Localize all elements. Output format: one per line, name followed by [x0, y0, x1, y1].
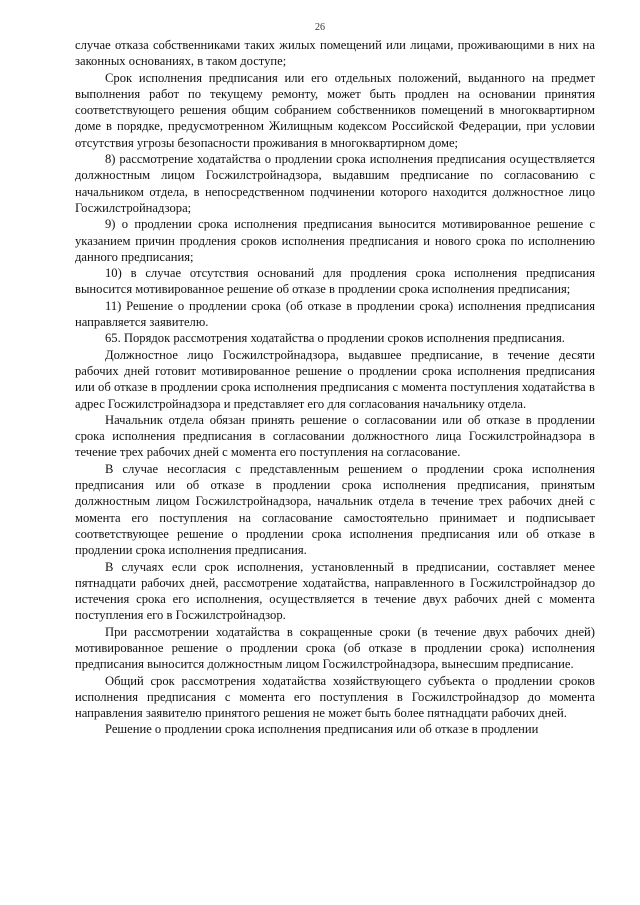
- paragraph: Должностное лицо Госжилстройнадзора, выдавшее предписание, в течение десяти рабочих дней готовит мотивированное решение о продлении срока исполнения предписания или об отказе в продлении срока исполнения предписания с момента поступления ходатайства в адрес Госжилстройнадзора и представляет его для согласования начальнику отдела.: [75, 347, 595, 411]
- paragraph: 11) Решение о продлении срока (об отказе в продлении срока) исполнения предписания направляется заявителю.: [75, 298, 595, 330]
- paragraph: Решение о продлении срока исполнения предписания или об отказе в продлении: [105, 722, 539, 737]
- page-number: 26: [315, 22, 325, 33]
- paragraph: В случаях если срок исполнения, установленный в предписании, составляет менее пятнадцати рабочих дней, рассмотрение ходатайства, направленного в Госжилстройнадзор до истечения срока его исполнения, осуществляется в течение двух рабочих дней с момента поступления его в Госжилстройнадзор.: [75, 559, 595, 623]
- paragraph: Срок исполнения предписания или его отдельных положений, выданного на предмет выполнения работ по текущему ремонту, может быть продлен на основании принятия соответствующего решения общим собранием собственников помещений в многоквартирном доме в порядке, предусмотренном Жилищным кодексом Российской Федерации, при условии отсутствия угрозы безопасности проживания в многоквартирном доме;: [75, 70, 595, 150]
- paragraph: случае отказа собственниками таких жилых помещений или лицами, проживающими в них на законных основаниях, в таком доступе;: [75, 38, 595, 69]
- paragraph: Начальник отдела обязан принять решение о согласовании или об отказе в продлении срока исполнения предписания в согласовании должностного лица Госжилстройнадзора в течение трех рабочих дней с момента его поступления на согласование.: [75, 412, 595, 460]
- paragraph: В случае несогласия с представленным решением о продлении срока исполнения предписания или об отказе в продлении срока исполнения предписания, принятым должностным лицом Госжилстройнадзора, начальник отдела в течение трех рабочих дней с момента его поступления на согласование самостоятельно принимает и подписывает соответствующее решение о продлении срока исполнения предписания или об отказе в продлении срока исполнения предписания.: [75, 461, 595, 558]
- paragraph: 65. Порядок рассмотрения ходатайства о продлении сроков исполнения предписания.: [105, 331, 565, 346]
- paragraph: 8) рассмотрение ходатайства о продлении срока исполнения предписания осуществляется должностным лицом Госжилстройнадзора, выдавшим предписание по согласованию с начальником отдела, в непосредственном подчинении которого находится должностное лицо Госжилстройнадзора;: [75, 152, 595, 215]
- paragraph: При рассмотрении ходатайства в сокращенные сроки (в течение двух рабочих дней) мотивированное решение о продлении срока (об отказе в продлении срока) исполнения предписания выносится должностным лицом Госжилстройнадзора, вынесшим предписание.: [75, 624, 595, 672]
- paragraph: 10) в случае отсутствия оснований для продления срока исполнения предписания выносится мотивированное решение об отказе в продлении срока исполнения предписания;: [75, 266, 595, 297]
- document-body: [75, 37, 595, 738]
- paragraph: Общий срок рассмотрения ходатайства хозяйствующего субъекта о продлении сроков исполнения предписания с момента его поступления в Госжилстройнадзор до момента направления заявителю принятого решения не может быть более пятнадцати рабочих дней.: [75, 673, 595, 721]
- paragraph: 9) о продлении срока исполнения предписания выносится мотивированное решение с указанием причин продления сроков исполнения предписания и нового срока по исполнению данного предписания;: [75, 217, 595, 264]
